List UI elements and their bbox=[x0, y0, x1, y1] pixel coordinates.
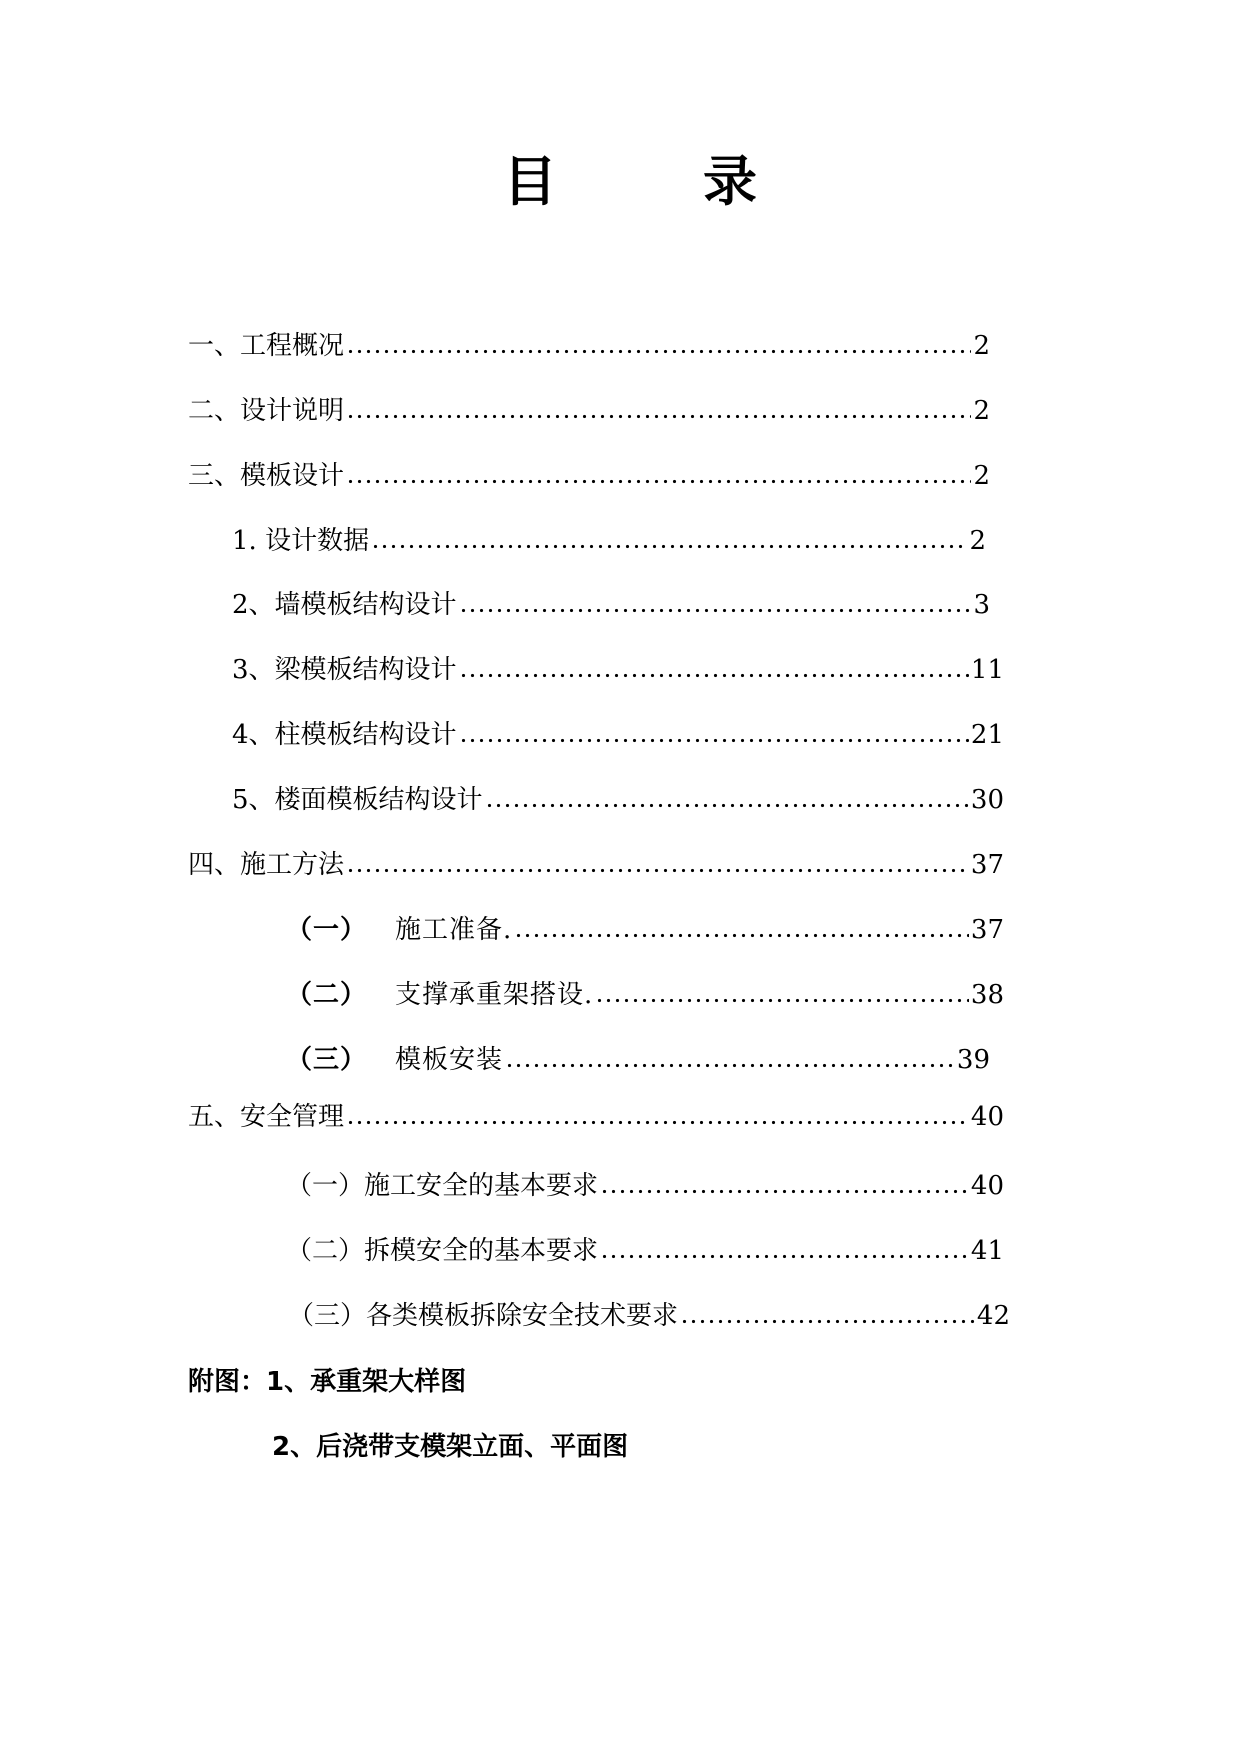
toc-entry[interactable] bbox=[286, 1040, 990, 1080]
toc-entry-text: 模板安装 bbox=[395, 1045, 504, 1075]
toc-entry-page: 2 bbox=[973, 461, 990, 491]
toc-leader bbox=[514, 910, 969, 950]
toc-entry-label: （三）各类模板拆除安全技术要求 bbox=[288, 1301, 679, 1331]
toc-entry[interactable] bbox=[188, 456, 990, 496]
toc-leader bbox=[346, 845, 969, 885]
toc-entry-page: 2 bbox=[969, 526, 986, 556]
toc-entry-label bbox=[286, 910, 512, 950]
toc-entry-page: 42 bbox=[976, 1301, 1010, 1331]
toc-leader bbox=[346, 391, 971, 431]
appendix-line-2: 2、后浇带支模架立面、平面图 bbox=[272, 1432, 629, 1462]
toc-leader bbox=[346, 326, 971, 366]
toc-entry-page: 40 bbox=[970, 1102, 1004, 1132]
toc-entry-marker: （一） bbox=[286, 915, 368, 945]
toc-entry[interactable] bbox=[232, 715, 1004, 755]
toc-entry-page: 30 bbox=[970, 785, 1004, 815]
toc-entry-page: 37 bbox=[970, 915, 1004, 945]
toc-entry[interactable] bbox=[188, 326, 990, 366]
toc-entry[interactable] bbox=[288, 1296, 1010, 1336]
toc-entry-label: （一）施工安全的基本要求 bbox=[286, 1171, 599, 1201]
toc-entry-label: 三、模板设计 bbox=[188, 461, 345, 491]
toc-entry[interactable] bbox=[286, 910, 1004, 950]
title-char-2: 录 bbox=[703, 150, 757, 213]
toc-leader bbox=[505, 1040, 955, 1080]
toc-entry[interactable] bbox=[286, 1166, 1004, 1206]
toc-entry-label: 5、楼面模板结构设计 bbox=[232, 785, 483, 815]
toc-entry-label: 4、柱模板结构设计 bbox=[232, 720, 457, 750]
title-char-1: 目 bbox=[503, 150, 557, 213]
toc-entry-label: 五、安全管理 bbox=[188, 1102, 345, 1132]
toc-entry-label: 四、施工方法 bbox=[188, 850, 345, 880]
toc-leader bbox=[680, 1296, 975, 1336]
toc-leader bbox=[459, 650, 969, 690]
toc-entry-page: 39 bbox=[956, 1045, 990, 1075]
toc-entry-page: 41 bbox=[970, 1236, 1004, 1266]
toc-leader bbox=[346, 456, 971, 496]
toc-entry-label: 3、梁模板结构设计 bbox=[232, 655, 457, 685]
toc-entry-label: 一、工程概况 bbox=[188, 331, 345, 361]
toc-entry-marker: （二） bbox=[286, 980, 368, 1010]
appendix-line-1: 附图：1、承重架大样图 bbox=[188, 1367, 467, 1397]
toc-entry-label bbox=[286, 1040, 503, 1080]
toc-entry[interactable] bbox=[232, 650, 1004, 690]
toc-leader bbox=[459, 585, 972, 625]
toc-leader bbox=[600, 1166, 969, 1206]
page-title bbox=[0, 142, 1241, 222]
toc-entry-label: 2、墙模板结构设计 bbox=[232, 590, 457, 620]
toc-entry-marker: （三） bbox=[286, 1045, 368, 1075]
toc-entry[interactable] bbox=[286, 1231, 1004, 1271]
toc-leader bbox=[371, 521, 967, 561]
toc-entry-page: 3 bbox=[973, 590, 990, 620]
toc-entry[interactable] bbox=[188, 391, 990, 431]
toc-entry[interactable] bbox=[232, 521, 986, 561]
toc-leader bbox=[459, 715, 969, 755]
toc-entry-page: 40 bbox=[970, 1171, 1004, 1201]
toc-entry-page: 2 bbox=[973, 331, 990, 361]
toc-entry-page: 21 bbox=[970, 720, 1004, 750]
toc-entry-label: （二）拆模安全的基本要求 bbox=[286, 1236, 599, 1266]
toc-entry-label: 1. 设计数据 bbox=[232, 526, 370, 556]
toc-entry-page: 37 bbox=[970, 850, 1004, 880]
toc-leader bbox=[595, 975, 969, 1015]
toc-entry[interactable] bbox=[232, 780, 1004, 820]
toc-leader bbox=[600, 1231, 969, 1271]
toc-entry-page: 11 bbox=[970, 655, 1004, 685]
toc-entry[interactable] bbox=[232, 585, 990, 625]
toc-entry[interactable] bbox=[188, 1097, 1004, 1137]
toc-entry-page: 38 bbox=[970, 980, 1004, 1010]
toc-entry-label bbox=[286, 975, 593, 1015]
toc-entry-label: 二、设计说明 bbox=[188, 396, 345, 426]
toc-entry[interactable] bbox=[188, 845, 1004, 885]
toc-leader bbox=[346, 1097, 969, 1137]
toc-entry-page: 2 bbox=[973, 396, 990, 426]
toc-entry-text: 施工准备. bbox=[395, 915, 513, 945]
toc-entry-text: 支撑承重架搭设. bbox=[395, 980, 594, 1010]
toc-entry[interactable] bbox=[286, 975, 1004, 1015]
toc-leader bbox=[485, 780, 969, 820]
